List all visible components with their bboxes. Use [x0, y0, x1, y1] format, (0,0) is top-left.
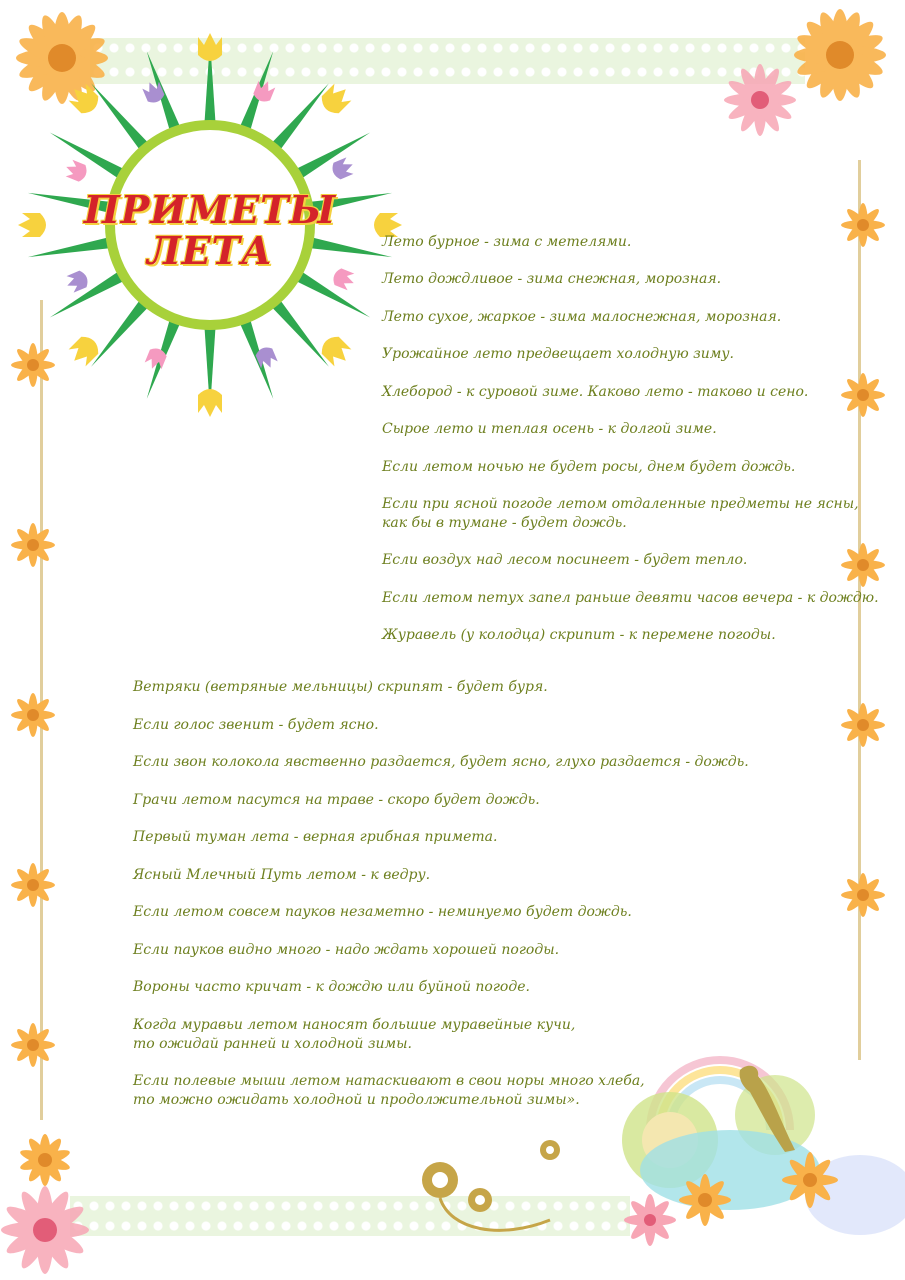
sign-text: Если голос звенит - будет ясно.	[133, 717, 379, 733]
daisy-flower-icon	[715, 55, 805, 145]
sign-text: Если летом ночью не будет росы, днем будет дождь.	[382, 459, 796, 475]
sign-text: Если пауков видно много - надо ждать хорошей погоды.	[133, 942, 560, 958]
right-vine	[858, 160, 861, 1060]
sign-text: Сырое лето и теплая осень - к долгой зиме.	[382, 421, 717, 437]
sign-text: Урожайное лето предвещает холодную зиму.	[382, 346, 734, 362]
daisy-flower-icon	[838, 870, 888, 920]
sign-text: Ветряки (ветряные мельницы) скрипят - будет буря.	[133, 679, 548, 695]
sign-text: Лето бурное - зима с метелями.	[382, 234, 632, 250]
sign-text: Если полевые мыши летом натаскивают в свои норы много хлеба, то можно ожидать холодной и продолжительной зимы».	[133, 1073, 645, 1108]
sign-text: Лето сухое, жаркое - зима малоснежная, морозная.	[382, 309, 782, 325]
title-line-2: ЛЕТА	[147, 228, 273, 273]
sign-text: Если воздух над лесом посинеет - будет тепло.	[382, 552, 748, 568]
daisy-flower-icon	[8, 520, 58, 570]
daisy-flower-icon	[8, 690, 58, 740]
sign-text: Грачи летом пасутся на траве - скоро будет дождь.	[133, 792, 540, 808]
daisy-flower-icon	[8, 860, 58, 910]
title-line-1: ПРИМЕТЫ	[83, 187, 337, 232]
sign-text: Журавель (у колодца) скрипит - к перемене погоды.	[382, 627, 776, 643]
daisy-flower-icon	[15, 1130, 75, 1190]
sign-text: Если летом совсем пауков незаметно - неминуемо будет дождь.	[133, 904, 632, 920]
daisy-flower-icon	[838, 700, 888, 750]
sign-text: Если при ясной погоде летом отдаленные предметы не ясны, как бы в тумане - будет дождь.	[382, 496, 859, 531]
sign-text: Если звон колокола явственно раздается, будет ясно, глухо раздается - дождь.	[133, 754, 749, 770]
bottom-right-ornament	[610, 1030, 905, 1280]
daisy-flower-icon	[838, 540, 888, 590]
gold-floral-ornament	[400, 1130, 580, 1250]
daisy-flower-icon	[838, 200, 888, 250]
sign-text: Лето дождливое - зима снежная, морозная.	[382, 271, 722, 287]
daisy-flower-icon	[8, 1020, 58, 1070]
sign-text: Ясный Млечный Путь летом - к ведру.	[133, 867, 431, 883]
sign-text: Когда муравьи летом наносят большие муравейные кучи, то ожидай ранней и холодной зимы.	[133, 1017, 576, 1052]
sign-text: Если летом петух запел раньше девяти часов вечера - к дождю.	[382, 590, 879, 606]
sign-text: Вороны часто кричат - к дождю или буйной погоде.	[133, 979, 530, 995]
sign-text: Первый туман лета - верная грибная примета.	[133, 829, 498, 845]
daisy-flower-icon	[838, 370, 888, 420]
sign-text: Хлебород - к суровой зиме. Каково лето - таково и сено.	[382, 384, 809, 400]
